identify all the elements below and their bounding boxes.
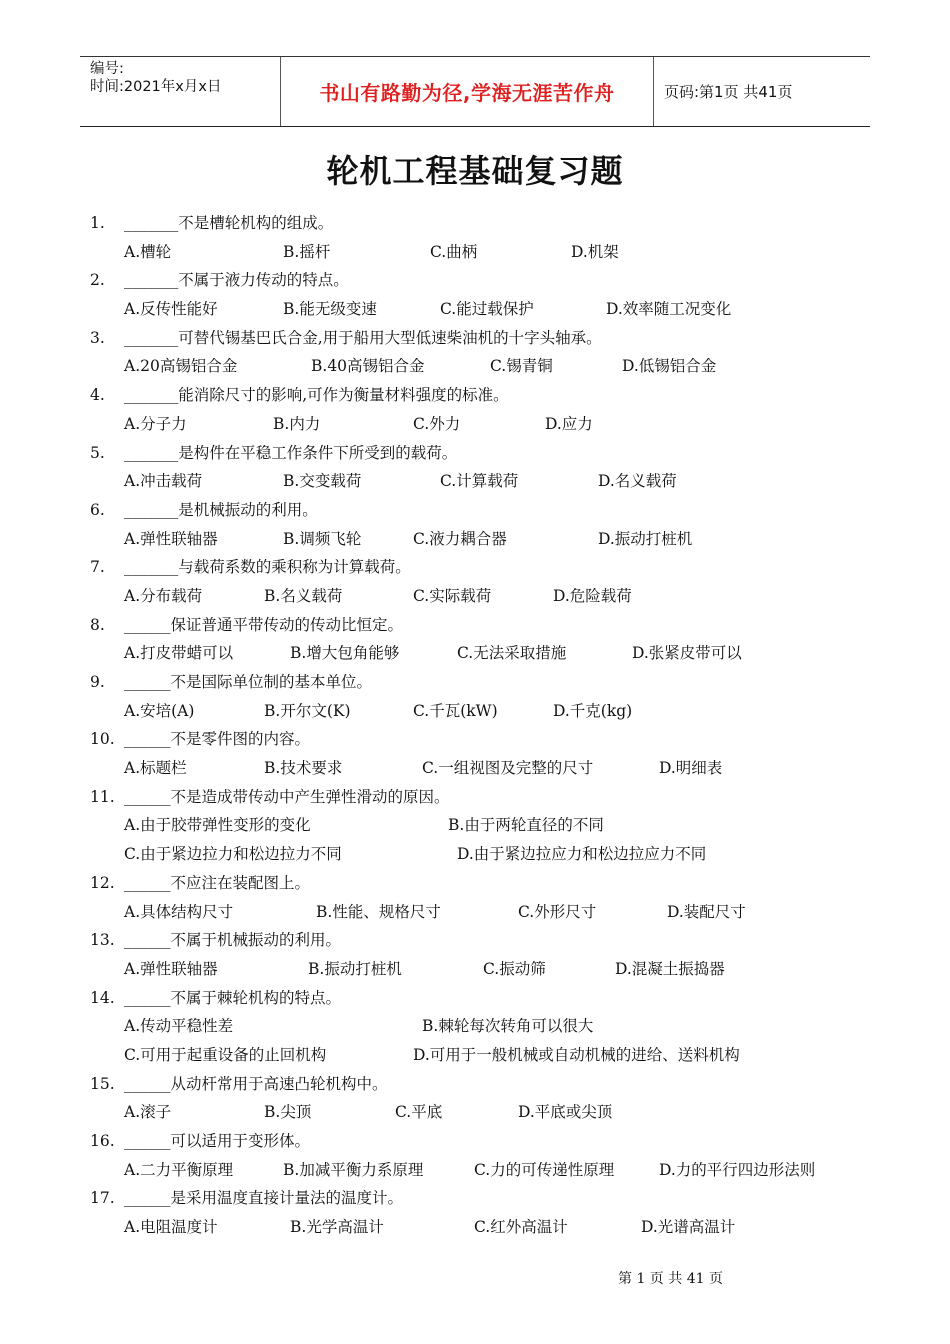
question-text: ______保证普通平带传动的传动比恒定。 — [124, 615, 404, 634]
answer-option: D.由于紧边拉应力和松边拉应力不同 — [457, 845, 707, 864]
answer-option: C.由于紧边拉力和松边拉力不同 — [124, 845, 342, 864]
question-text: _______不是槽轮机构的组成。 — [124, 214, 334, 232]
question-text: _______是机械振动的利用。 — [124, 500, 318, 519]
answer-option: B.交变载荷 — [283, 472, 362, 491]
answer-option: C.红外高温计 — [474, 1218, 568, 1237]
answer-option: D.机架 — [571, 242, 619, 261]
answer-option: A.20高锡铝合金 — [124, 357, 238, 376]
answer-option: D.千克(kg) — [553, 701, 633, 720]
question-line — [0, 381, 950, 410]
question-line — [0, 926, 950, 955]
header-meta — [80, 57, 281, 126]
answer-option: A.传动平稳性差 — [124, 1017, 234, 1036]
question-line — [0, 553, 950, 582]
question-line — [0, 324, 950, 353]
answer-option: C.液力耦合器 — [413, 529, 507, 548]
question-number: 17. — [90, 1189, 115, 1208]
question-number: 16. — [90, 1132, 115, 1150]
question-list — [0, 209, 950, 1242]
answer-option: C.可用于起重设备的止回机构 — [124, 1045, 327, 1064]
answer-option: C.无法采取措施 — [457, 644, 567, 663]
page-header — [80, 56, 870, 127]
question-number: 3. — [90, 328, 105, 347]
options-line — [0, 467, 950, 496]
options-line — [0, 352, 950, 381]
question-text: ______不是零件图的内容。 — [124, 730, 311, 749]
question-line — [0, 439, 950, 468]
answer-option: C.锡青铜 — [490, 357, 553, 376]
answer-option: B.技术要求 — [264, 759, 343, 778]
question-number: 13. — [90, 931, 115, 950]
answer-option: A.分子力 — [124, 414, 187, 433]
options-line — [0, 410, 950, 439]
question-number: 10. — [90, 730, 115, 749]
question-line — [0, 783, 950, 812]
answer-option: D.混凝土振捣器 — [615, 959, 725, 978]
question-line — [0, 869, 950, 898]
question-text: _______可替代锡基巴氏合金,用于船用大型低速柴油机的十字头轴承。 — [124, 328, 602, 347]
question-text: ______不是国际单位制的基本单位。 — [124, 673, 373, 691]
answer-option: D.危险载荷 — [553, 586, 632, 605]
answer-option: B.性能、规格尺寸 — [316, 902, 441, 921]
answer-option: B.摇杆 — [283, 242, 331, 261]
answer-option: B.振动打桩机 — [308, 959, 402, 978]
answer-option: C.一组视图及完整的尺寸 — [422, 759, 594, 778]
answer-option: D.平底或尖顶 — [518, 1103, 613, 1122]
answer-option: D.明细表 — [659, 759, 723, 778]
answer-option: A.滚子 — [124, 1103, 172, 1122]
answer-option: A.弹性联轴器 — [124, 959, 218, 978]
question-number: 5. — [90, 443, 105, 462]
answer-option: B.尖顶 — [264, 1103, 312, 1122]
answer-option: A.标题栏 — [124, 759, 187, 778]
question-text: ______可以适用于变形体。 — [124, 1132, 311, 1150]
answer-option: D.张紧皮带可以 — [632, 644, 742, 663]
answer-option: B.增大包角能够 — [290, 644, 400, 663]
answer-option: C.平底 — [395, 1103, 443, 1122]
options-line — [0, 840, 950, 869]
options-line — [0, 295, 950, 324]
question-number: 2. — [90, 271, 105, 290]
answer-option: A.反传性能好 — [124, 300, 218, 319]
answer-option: B.棘轮每次转角可以很大 — [422, 1017, 594, 1036]
question-line — [0, 668, 950, 697]
question-number: 1. — [90, 214, 105, 232]
question-text: ______不属于机械振动的利用。 — [124, 931, 342, 950]
question-text: ______不是造成带传动中产生弹性滑动的原因。 — [124, 787, 450, 806]
answer-option: C.外形尺寸 — [518, 902, 597, 921]
page-footer: 第 1 页 共 41 页 — [618, 1271, 723, 1287]
answer-option: C.计算载荷 — [440, 472, 519, 491]
answer-option: C.曲柄 — [430, 242, 478, 261]
answer-option: D.低锡铝合金 — [622, 357, 717, 376]
options-line — [0, 1012, 950, 1041]
answer-option: D.振动打桩机 — [598, 529, 693, 548]
question-line — [0, 611, 950, 640]
question-text: ______不应注在装配图上。 — [124, 873, 311, 892]
answer-option: A.打皮带蜡可以 — [124, 644, 234, 663]
answer-option: A.具体结构尺寸 — [124, 902, 234, 921]
header-page-info: 页码:第1页 共41页 — [664, 83, 793, 101]
answer-option: D.力的平行四边形法则 — [659, 1160, 816, 1179]
question-number: 12. — [90, 873, 115, 892]
options-line — [0, 754, 950, 783]
question-line — [0, 1070, 950, 1099]
answer-option: A.二力平衡原理 — [124, 1160, 234, 1179]
answer-option: C.能过载保护 — [440, 300, 534, 319]
question-number: 7. — [90, 558, 105, 577]
question-line — [0, 984, 950, 1013]
answer-option: B.由于两轮直径的不同 — [448, 816, 604, 835]
answer-option: A.安培(A) — [124, 701, 195, 720]
answer-option: D.效率随工况变化 — [606, 300, 732, 319]
answer-option: C.实际载荷 — [413, 586, 492, 605]
options-line — [0, 811, 950, 840]
question-number: 15. — [90, 1074, 115, 1093]
question-number: 14. — [90, 988, 115, 1007]
answer-option: D.装配尺寸 — [667, 902, 746, 921]
answer-option: B.40高锡铝合金 — [311, 357, 425, 376]
options-line — [0, 1156, 950, 1185]
answer-option: A.由于胶带弹性变形的变化 — [124, 816, 311, 835]
options-line — [0, 639, 950, 668]
options-line — [0, 898, 950, 927]
options-line — [0, 238, 950, 267]
question-number: 6. — [90, 500, 105, 519]
answer-option: A.电阻温度计 — [124, 1218, 218, 1237]
answer-option: B.名义载荷 — [264, 586, 343, 605]
question-line — [0, 209, 950, 238]
answer-option: B.能无级变速 — [283, 300, 377, 319]
question-text: ______从动杆常用于高速凸轮机构中。 — [124, 1074, 388, 1093]
answer-option: B.光学高温计 — [290, 1218, 384, 1237]
page-title: 轮机工程基础复习题 — [326, 152, 624, 190]
answer-option: C.千瓦(kW) — [413, 701, 498, 720]
question-number: 4. — [90, 386, 105, 405]
question-text: _______与载荷系数的乘积称为计算载荷。 — [124, 558, 411, 577]
options-line — [0, 582, 950, 611]
question-text: _______不属于液力传动的特点。 — [124, 271, 349, 290]
answer-option: B.调频飞轮 — [283, 529, 362, 548]
answer-option: D.应力 — [545, 414, 593, 433]
options-line — [0, 1213, 950, 1242]
question-text: _______是构件在平稳工作条件下所受到的载荷。 — [124, 443, 458, 462]
document-number-label: 编号: — [90, 61, 124, 77]
options-line — [0, 1041, 950, 1070]
question-line — [0, 266, 950, 295]
question-line — [0, 725, 950, 754]
question-line — [0, 1127, 950, 1156]
question-text: ______是采用温度直接计量法的温度计。 — [124, 1189, 404, 1208]
answer-option: D.名义载荷 — [598, 472, 677, 491]
answer-option: D.光谱高温计 — [641, 1218, 736, 1237]
answer-option: C.外力 — [413, 414, 461, 433]
question-number: 8. — [90, 615, 105, 634]
options-line — [0, 1098, 950, 1127]
question-number: 9. — [90, 673, 105, 691]
answer-option: A.分布载荷 — [124, 586, 203, 605]
answer-option: B.内力 — [273, 414, 321, 433]
header-motto: 书山有路勤为径,学海无涯苦作舟 — [281, 57, 654, 126]
question-line — [0, 496, 950, 525]
question-line — [0, 1184, 950, 1213]
answer-option: B.加减平衡力系原理 — [283, 1160, 424, 1179]
question-text: ______不属于棘轮机构的特点。 — [124, 988, 342, 1007]
answer-option: D.可用于一般机械或自动机械的进给、送料机构 — [413, 1045, 740, 1064]
answer-option: A.弹性联轴器 — [124, 529, 218, 548]
answer-option: C.力的可传递性原理 — [474, 1160, 615, 1179]
options-line — [0, 955, 950, 984]
answer-option: A.冲击载荷 — [124, 472, 203, 491]
answer-option: C.振动筛 — [483, 959, 546, 978]
question-number: 11. — [90, 787, 115, 806]
options-line — [0, 525, 950, 554]
answer-option: B.开尔文(K) — [264, 701, 351, 720]
question-text: _______能消除尺寸的影响,可作为衡量材料强度的标准。 — [124, 386, 509, 405]
options-line — [0, 697, 950, 726]
answer-option: A.槽轮 — [124, 242, 172, 261]
document-time-label: 时间:2021年x月x日 — [90, 79, 222, 95]
